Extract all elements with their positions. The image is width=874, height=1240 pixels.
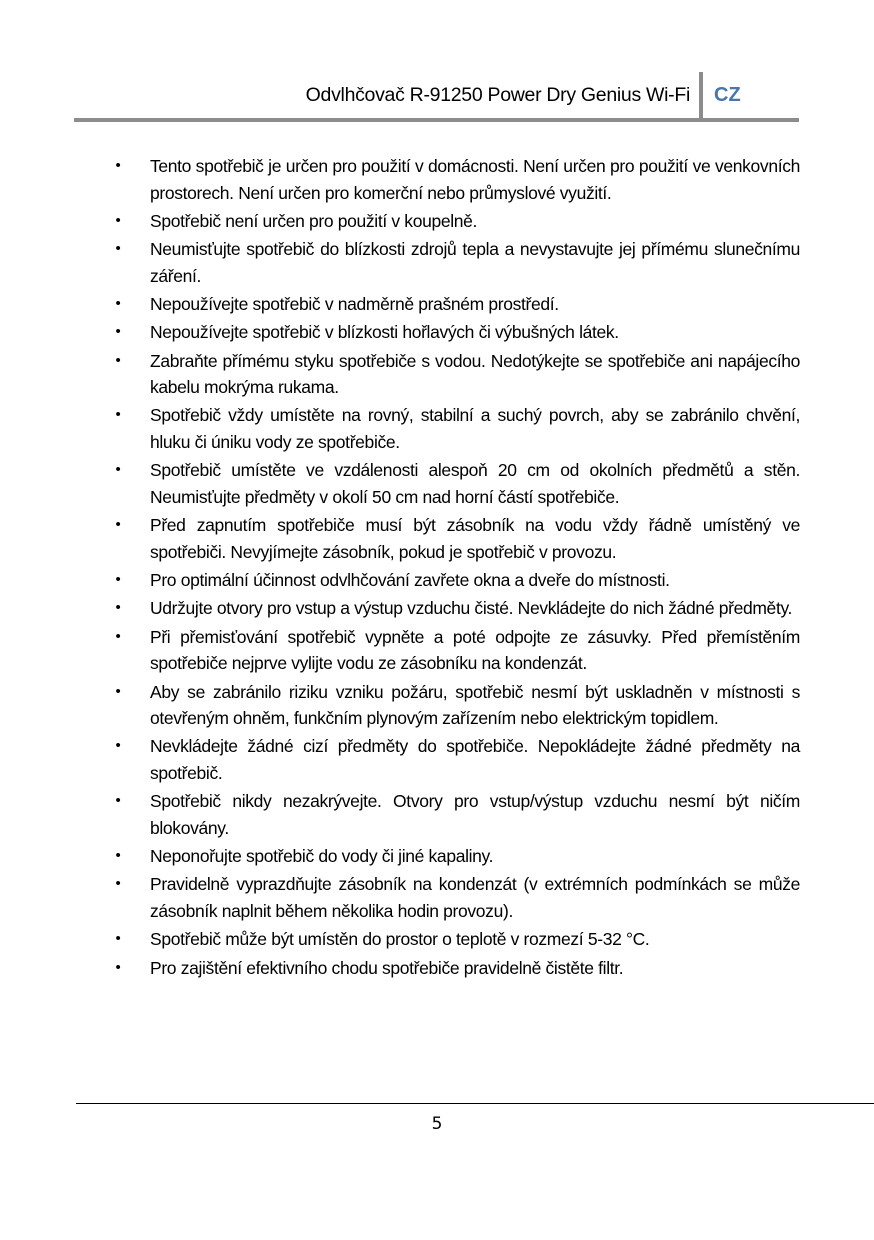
bullet-icon: •: [115, 571, 121, 589]
list-item: [112, 624, 800, 677]
list-item: [112, 402, 800, 455]
list-item-text: Neponořujte spotřebič do vody či jiné kapaliny.: [150, 846, 494, 867]
header-rule: [74, 118, 799, 122]
list-item-text: Spotřebič není určen pro použití v koupelně.: [150, 210, 478, 231]
list-item: [112, 457, 800, 510]
bullet-icon: •: [115, 461, 121, 479]
list-item: [112, 843, 800, 870]
list-item: [112, 955, 800, 982]
list-item-text: Spotřebič vždy umístěte na rovný, stabilní a suchý povrch, aby se zabránilo chvění, hluku či úniku vody ze spotřebiče.: [150, 405, 800, 453]
footer-rule: [76, 1103, 874, 1104]
bullet-icon: •: [115, 875, 121, 893]
bullet-icon: •: [115, 958, 121, 976]
safety-instructions: [112, 153, 800, 983]
list-item: [112, 871, 800, 924]
document-title: Odvlhčovač R-91250 Power Dry Genius Wi-Fi: [305, 84, 690, 106]
list-item-text: Nepoužívejte spotřebič v blízkosti hořlavých či výbušných látek.: [150, 322, 619, 343]
list-item: [112, 567, 800, 594]
bullet-icon: •: [115, 737, 121, 755]
list-item-text: Aby se zabránilo riziku vzniku požáru, spotřebič nesmí být uskladněn v místnosti s otevřeným ohněm, funkčním plynovým zařízením nebo elektrickým topidlem.: [150, 681, 800, 729]
list-item-text: Při přemisťování spotřebič vypněte a poté odpojte ze zásuvky. Před přemístěním spotřebiče nejprve vylijte vodu ze zásobníku na kondenzát.: [150, 626, 800, 674]
bullet-icon: •: [115, 847, 121, 865]
bullet-icon: •: [115, 930, 121, 948]
list-item: [112, 595, 800, 622]
list-item-text: Pravidelně vyprazdňujte zásobník na kondenzát (v extrémních podmínkách se může zásobník naplnit během několika hodin provozu).: [150, 874, 800, 922]
bullet-icon: •: [115, 599, 121, 617]
list-item: [112, 926, 800, 953]
header-separator: [699, 72, 703, 120]
bullet-icon: •: [115, 627, 121, 645]
bullet-icon: •: [115, 351, 121, 369]
list-item-text: Nepoužívejte spotřebič v nadměrně prašném prostředí.: [150, 294, 559, 315]
bullet-icon: •: [115, 240, 121, 258]
list-item-text: Spotřebič umístěte ve vzdálenosti alespoň 20 cm od okolních předmětů a stěn. Neumisťujte předměty v okolí 50 cm nad horní částí spotřebiče.: [150, 460, 800, 507]
bullet-icon: •: [115, 682, 121, 700]
bullet-icon: •: [115, 516, 121, 534]
list-item: [112, 236, 800, 289]
language-code: CZ: [714, 84, 741, 106]
bullet-icon: •: [115, 323, 121, 341]
list-item: [112, 348, 800, 401]
list-item-text: Před zapnutím spotřebiče musí být zásobník na vodu vždy řádně umístěný ve spotřebiči. Nevyjímejte zásobník, pokud je spotřebič v provozu.: [150, 515, 800, 562]
list-item: [112, 291, 800, 318]
list-item: [112, 733, 800, 786]
list-item: [112, 679, 800, 732]
list-item-text: Spotřebič může být umístěn do prostor o teplotě v rozmezí 5-32 °C.: [150, 929, 650, 950]
list-item-text: Spotřebič nikdy nezakrývejte. Otvory pro vstup/výstup vzduchu nesmí být ničím blokovány.: [150, 791, 800, 838]
bullet-icon: •: [115, 406, 121, 424]
bullet-icon: •: [115, 295, 121, 313]
list-item-text: Neumisťujte spotřebič do blízkosti zdrojů tepla a nevystavujte jej přímému slunečnímu záření.: [150, 239, 800, 286]
list-item-text: Nevkládejte žádné cizí předměty do spotřebiče. Nepokládejte žádné předměty na spotřebič.: [150, 736, 800, 783]
bullet-icon: •: [115, 211, 121, 229]
page-number: 5: [431, 1114, 443, 1134]
list-item: [112, 512, 800, 565]
list-item-text: Tento spotřebič je určen pro použití v domácnosti. Není určen pro použití ve venkovních prostorech. Není určen pro komerční nebo průmyslové využití.: [150, 156, 800, 203]
page-header: [0, 72, 874, 122]
instruction-list: [112, 153, 800, 981]
list-item-text: Pro optimální účinnost odvlhčování zavřete okna a dveře do místnosti.: [150, 570, 670, 591]
list-item: [112, 208, 800, 235]
bullet-icon: •: [115, 157, 121, 174]
list-item-text: Pro zajištění efektivního chodu spotřebiče pravidelně čistěte filtr.: [150, 957, 624, 978]
list-item-text: Zabraňte přímému styku spotřebiče s vodou. Nedotýkejte se spotřebiče ani napájecího kabelu mokrýma rukama.: [150, 350, 800, 398]
list-item: [112, 153, 800, 206]
bullet-icon: •: [115, 792, 121, 810]
list-item-text: Udržujte otvory pro vstup a výstup vzduchu čisté. Nevkládejte do nich žádné předměty.: [150, 598, 793, 619]
list-item: [112, 319, 800, 346]
list-item: [112, 788, 800, 841]
